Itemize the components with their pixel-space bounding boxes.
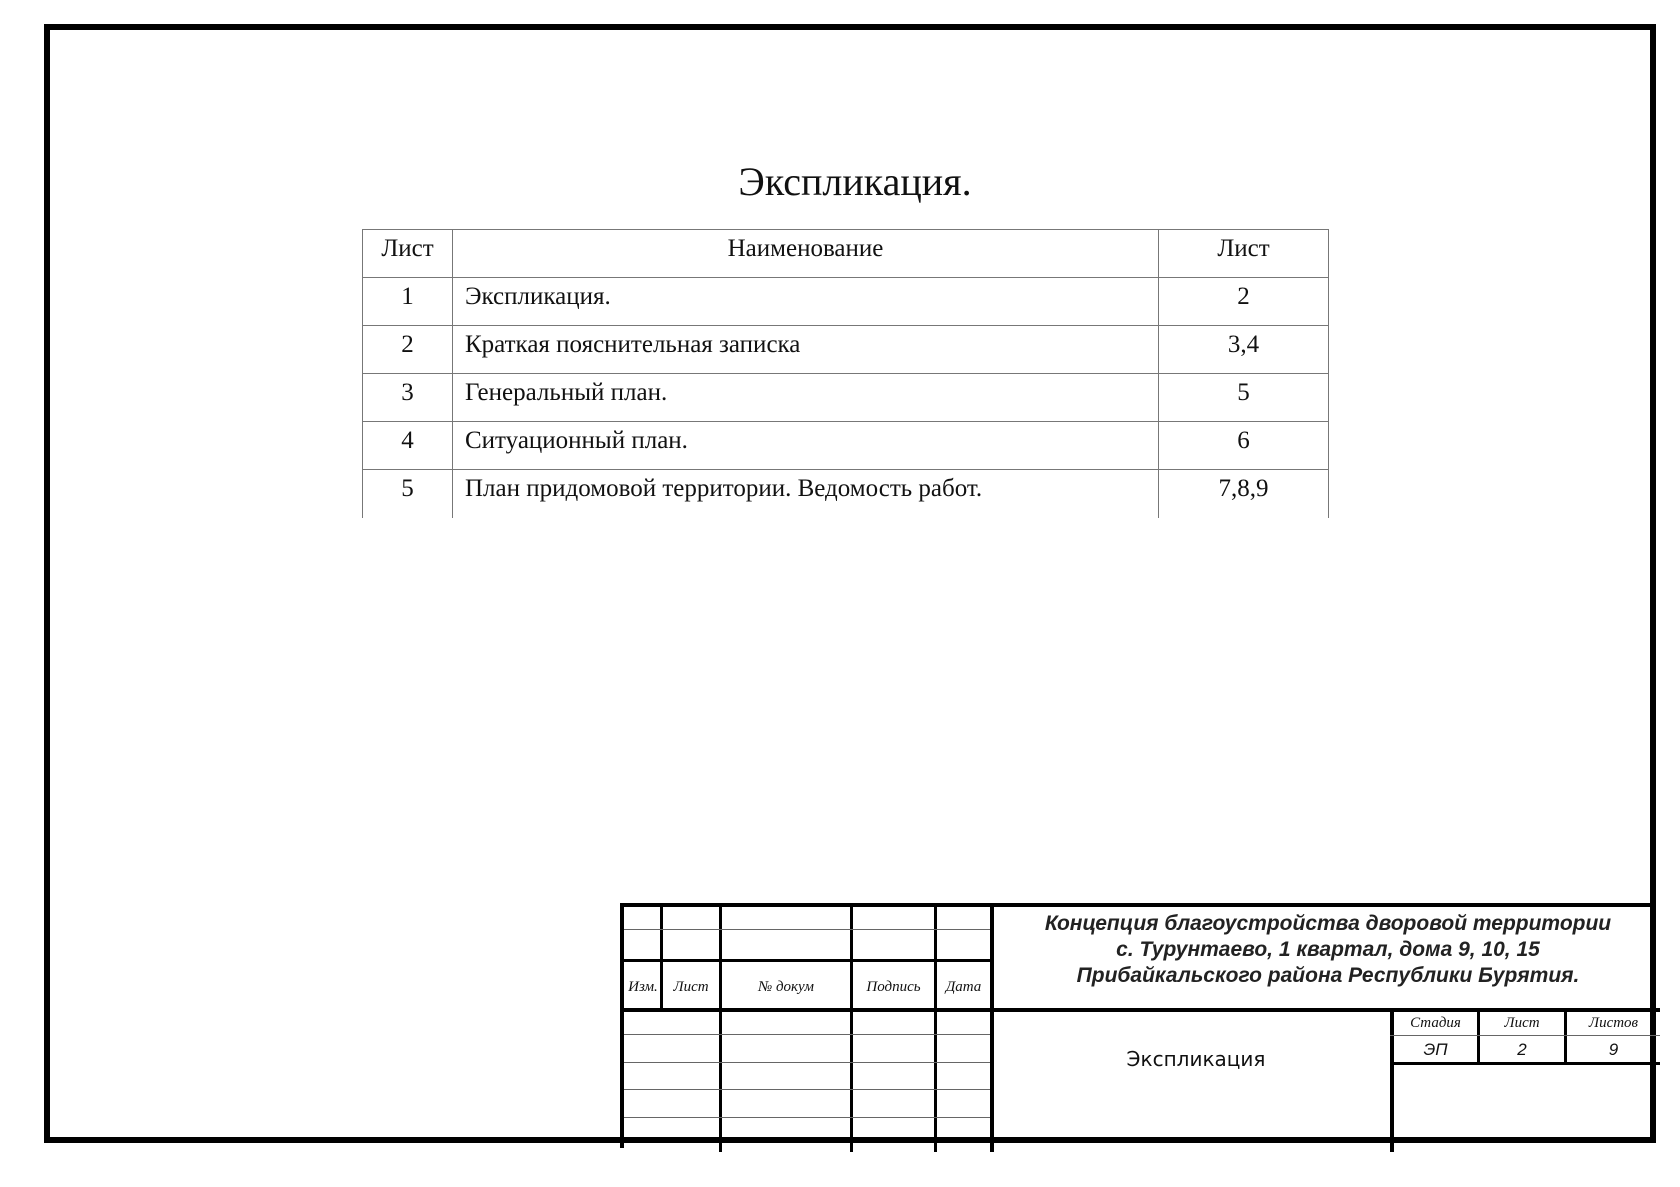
project-line: Концепция благоустройства дворовой территории [1044,912,1612,935]
row-name: Краткая пояснительная записка [453,326,1159,374]
title-block [620,903,1656,1148]
stamp-hline [624,959,990,962]
project-title [996,911,1660,989]
stamp-hline [624,1062,990,1063]
table-row [363,278,1329,326]
table-header-row [363,230,1329,278]
page-title: Экспликация. [738,159,972,204]
label-sheet: Лист [1504,1015,1540,1031]
table-row [363,326,1329,374]
table-row [363,422,1329,470]
label-data: Дата [945,979,982,995]
row-sheets: 7,8,9 [1159,470,1329,518]
row-name: План придомовой территории. Ведомость работ. [453,470,1159,518]
table-row [363,470,1329,518]
label-list: Лист [673,979,709,995]
sheet-value: 2 [1517,1040,1527,1059]
stamp-hline [1390,1035,1660,1036]
header-name: Наименование [453,230,1159,278]
stamp-hline [624,1089,990,1090]
stamp-hline [624,1117,990,1118]
label-stage: Стадия [1410,1015,1461,1031]
row-num: 5 [363,470,453,518]
stamp-hline [624,1034,990,1035]
stamp-vline [850,907,853,1152]
label-sheets: Листов [1588,1015,1639,1031]
stamp-vline [934,907,937,1152]
sheet-name: Экспликация [1126,1047,1266,1071]
table-row [363,374,1329,422]
row-sheets: 3,4 [1159,326,1329,374]
row-sheets: 5 [1159,374,1329,422]
row-sheets: 2 [1159,278,1329,326]
header-sheet-num: Лист [363,230,453,278]
stamp-hline [1390,1062,1660,1065]
label-podpis: Подпись [866,979,921,995]
stamp-hline [624,929,990,930]
project-line: с. Турунтаево, 1 квартал, дома 9, 10, 15 [1116,938,1540,961]
stamp-vline [990,907,994,1152]
label-dokum: № докум [758,979,814,995]
explication-table [362,229,1329,518]
row-num: 1 [363,278,453,326]
row-num: 4 [363,422,453,470]
row-sheets: 6 [1159,422,1329,470]
header-sheets: Лист [1159,230,1329,278]
row-num: 2 [363,326,453,374]
sheets-value: 9 [1608,1040,1619,1059]
stamp-vline [719,907,722,1152]
stamp-hline [624,1008,1660,1012]
project-line: Прибайкальского района Республики Бурятия. [1076,964,1580,987]
label-izm: Изм. [628,979,658,995]
row-name: Ситуационный план. [453,422,1159,470]
row-name: Генеральный план. [453,374,1159,422]
row-name: Экспликация. [453,278,1159,326]
stage-value: ЭП [1423,1040,1448,1059]
row-num: 3 [363,374,453,422]
